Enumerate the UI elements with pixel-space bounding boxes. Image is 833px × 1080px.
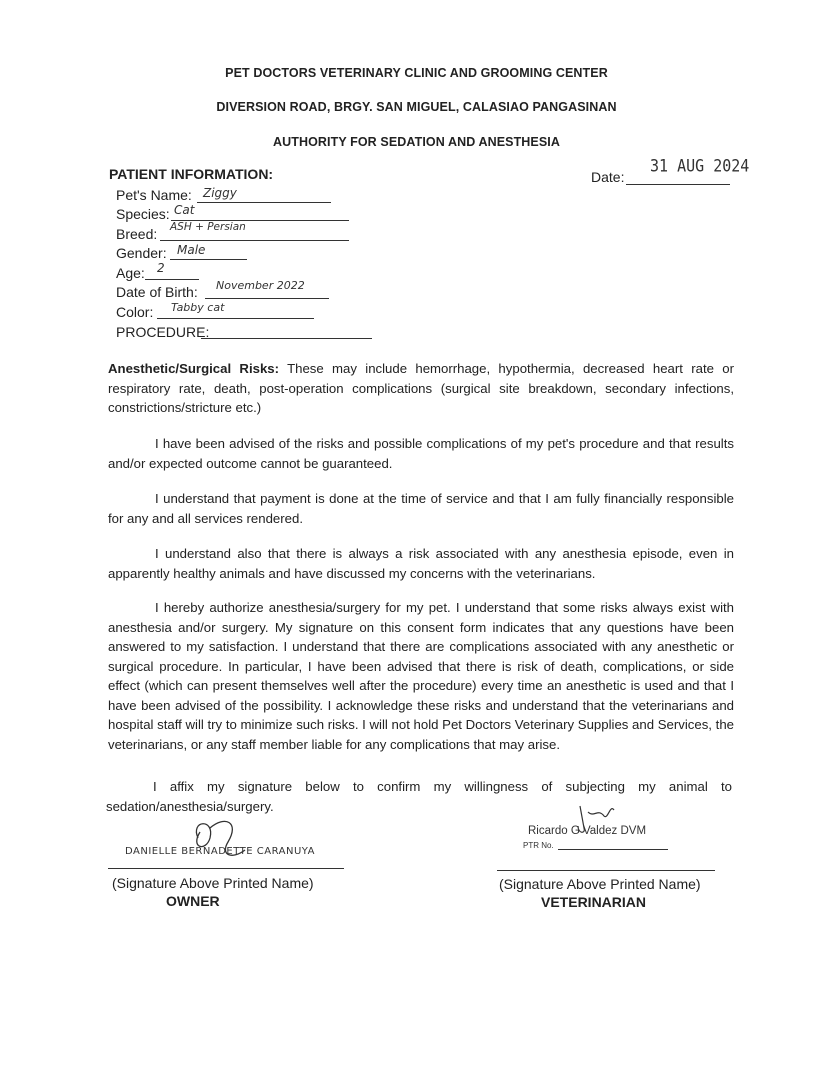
dob-label: Date of Birth: — [116, 284, 198, 300]
procedure-label: PROCEDURE: — [116, 324, 210, 340]
age-value: 2 — [157, 261, 165, 275]
color-value: Tabby cat — [171, 301, 225, 314]
species-value: Cat — [174, 203, 195, 217]
paragraph-risk-anesthesia: I understand also that there is always a risk associated with any anesthesia episode, even in apparently healthy animals and have discussed my concerns with the veterinarians. — [108, 546, 734, 581]
date-line — [626, 184, 730, 185]
owner-printed-name: DANIELLE BERNADETTE CARANUYA — [125, 846, 315, 857]
owner-role: OWNER — [166, 893, 220, 909]
owner-signature-caption: (Signature Above Printed Name) — [112, 875, 314, 891]
gender-line — [170, 259, 247, 260]
pet-name-label: Pet's Name: — [116, 187, 192, 203]
vet-ptr-line — [558, 849, 668, 850]
dob-line — [205, 298, 329, 299]
vet-signature-line — [497, 870, 715, 871]
breed-label: Breed: — [116, 226, 158, 242]
procedure-line — [201, 338, 372, 339]
paragraph-affix-signature: I affix my signature below to confirm my willingness of subjecting my animal to sedation/anesthesia/surgery. — [106, 779, 732, 814]
color-label: Color: — [116, 304, 154, 320]
paragraph-payment: I understand that payment is done at the time of service and that I am fully financially responsible for any and all services rendered. — [108, 491, 734, 526]
age-line — [145, 279, 199, 280]
risks-text: These may include hemorrhage, hypothermia, decreased heart rate or respiratory rate, death, post-operation complications (surgical site breakdown, secondary infections, constrictions/stricture etc.) — [108, 361, 734, 415]
paragraph-advised: I have been advised of the risks and possible complications of my pet's procedure and that results and/or expected outcome cannot be guaranteed. — [108, 436, 734, 471]
clinic-name: PET DOCTORS VETERINARY CLINIC AND GROOMING CENTER — [225, 66, 608, 80]
dob-value: November 2022 — [216, 279, 305, 292]
risks-paragraph — [108, 359, 734, 418]
gender-label: Gender: — [116, 245, 167, 261]
clinic-address: DIVERSION ROAD, BRGY. SAN MIGUEL, CALASIAO PANGASINAN — [216, 100, 617, 114]
date-stamp: 31 AUG 2024 — [650, 155, 750, 177]
patient-info-heading: PATIENT INFORMATION: — [109, 166, 274, 182]
species-label: Species: — [116, 206, 170, 222]
vet-signature-caption: (Signature Above Printed Name) — [499, 876, 701, 892]
owner-signature-scrawl — [170, 810, 290, 870]
gender-value: Male — [177, 243, 206, 257]
date-label: Date: — [591, 169, 625, 185]
breed-value: ASH + Persian — [170, 221, 246, 233]
breed-line — [160, 240, 349, 241]
risks-heading: Anesthetic/Surgical Risks: — [108, 361, 280, 376]
color-line — [157, 318, 314, 319]
paragraph-authorization: I hereby authorize anesthesia/surgery for my pet. I understand that some risks always exist with anesthesia and/or surgery. My signature on this consent form indicates that any questions have been answered to my satisfaction. I understand that there are complications associated with any anesthetic or surgical procedure. In particular, I have been advised that there is risk of death, complications, or side effect (which can present themselves well after the procedure) every time an anesthetic is used and that I have been advised of the possibility. I acknowledge these risks and understand that the veterinarians and hospital staff will try to minimize such risks. I will not hold Pet Doctors Veterinary Supplies and Services, the veterinarians, or any staff member liable for any complications that may arise. — [108, 600, 734, 752]
vet-printed-name: Ricardo G Valdez DVM — [528, 825, 647, 837]
vet-role: VETERINARIAN — [541, 894, 647, 910]
pet-name-line — [197, 202, 331, 203]
vet-ptr-label: PTR No. — [523, 841, 554, 850]
form-title: AUTHORITY FOR SEDATION AND ANESTHESIA — [272, 135, 561, 149]
pet-name-value: Ziggy — [203, 186, 237, 200]
owner-signature-line — [108, 868, 344, 869]
age-label: Age: — [116, 265, 145, 281]
